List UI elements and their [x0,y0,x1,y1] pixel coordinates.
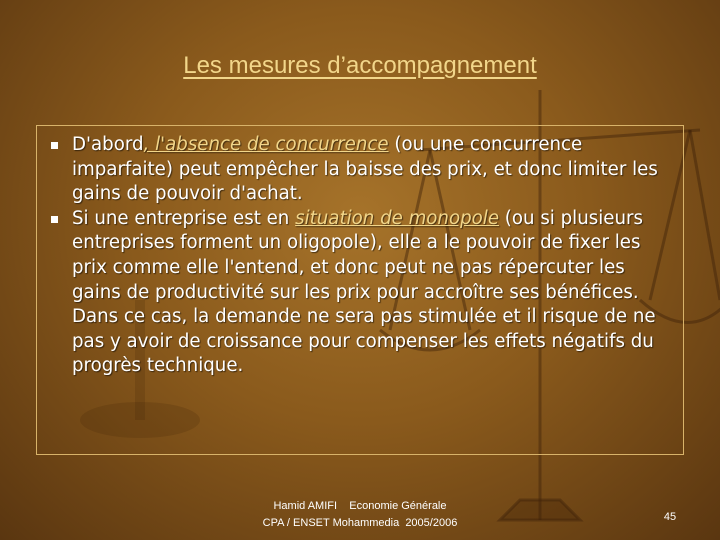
bullet-emphasis: situation de monopole [295,207,500,229]
bullet-text: (ou si plusieurs entreprises forment un oligopole), elle a le pouvoir de fixer les prix comme elle l'entend, et donc peut ne pas répercuter les gains de productivité sur les prix pour accroître ses bénéfices. Dans ce cas, la demande ne sera pas stimulée et il risque de ne pas y avoir de croissance pour compenser les effets négatifs du progrès technique. [72,207,656,377]
bullet-emphasis: , l'absence de concurrence [143,134,389,155]
footer-author-course [200,498,520,532]
square-bullet-icon [51,216,58,223]
footer-line-2: CPA / ENSET Mohammedia 2005/2006 [262,517,458,529]
slide-title: Les mesures d’accompagnement [183,52,537,79]
bullet-list [54,133,666,379]
square-bullet-icon [51,142,58,149]
bullet-text: Si une entreprise est en [72,207,296,229]
bullet-text: D'abord [72,134,144,155]
bullet-item [54,207,666,379]
footer-line-1: Hamid AMIFI Economie Générale [273,500,447,512]
bullet-text: (ou une concurrence imparfaite) peut empêcher la baisse des prix, et donc limiter les gains de pouvoir d'achat. [72,134,658,205]
bullet-item [54,133,666,207]
page-number: 45 [663,511,677,523]
